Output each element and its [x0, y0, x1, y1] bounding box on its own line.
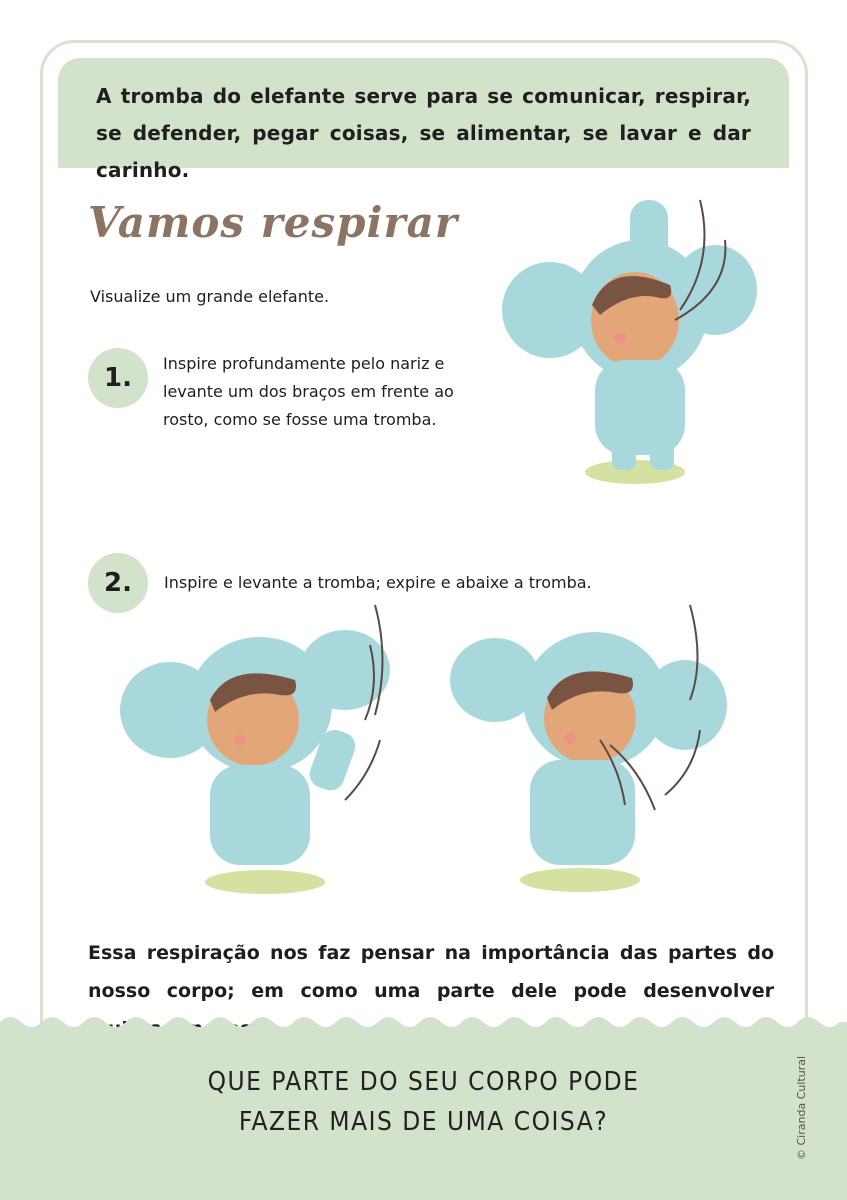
step-2-badge: 2.	[88, 553, 148, 613]
section-title: Vamos respirar	[88, 198, 458, 247]
step-2-text: Inspire e levante a tromba; expire e abaixe a tromba.	[164, 573, 592, 592]
closing-text: Essa respiração nos faz pensar na importância das partes do nosso corpo; em como uma parte dele pode desenvolver	[88, 942, 774, 1002]
copyright-credit: © Ciranda Cultural	[795, 1055, 808, 1160]
step-1-badge: 1.	[88, 348, 148, 408]
elephant-child-illustration-2	[115, 600, 400, 900]
step-1-text: Inspire profundamente pelo nariz e levante um dos braços em frente ao rosto, como se fosse uma tromba.	[163, 354, 454, 429]
elephant-child-illustration-1	[500, 180, 760, 500]
header-text: A tromba do elefante serve para se comunicar, respirar, se defender, pegar coisas, se alimentar, se lavar e dar carinho.	[96, 84, 751, 182]
footer-question-line-2: FAZER MAIS DE UMA COISA?	[238, 1107, 609, 1137]
intro-text: Visualize um grande elefante.	[90, 287, 330, 306]
header-box	[58, 58, 789, 182]
footer-question-line-1: QUE PARTE DO SEU CORPO PODE	[207, 1067, 640, 1097]
footer-question	[0, 1062, 847, 1142]
elephant-child-illustration-3	[450, 600, 740, 900]
